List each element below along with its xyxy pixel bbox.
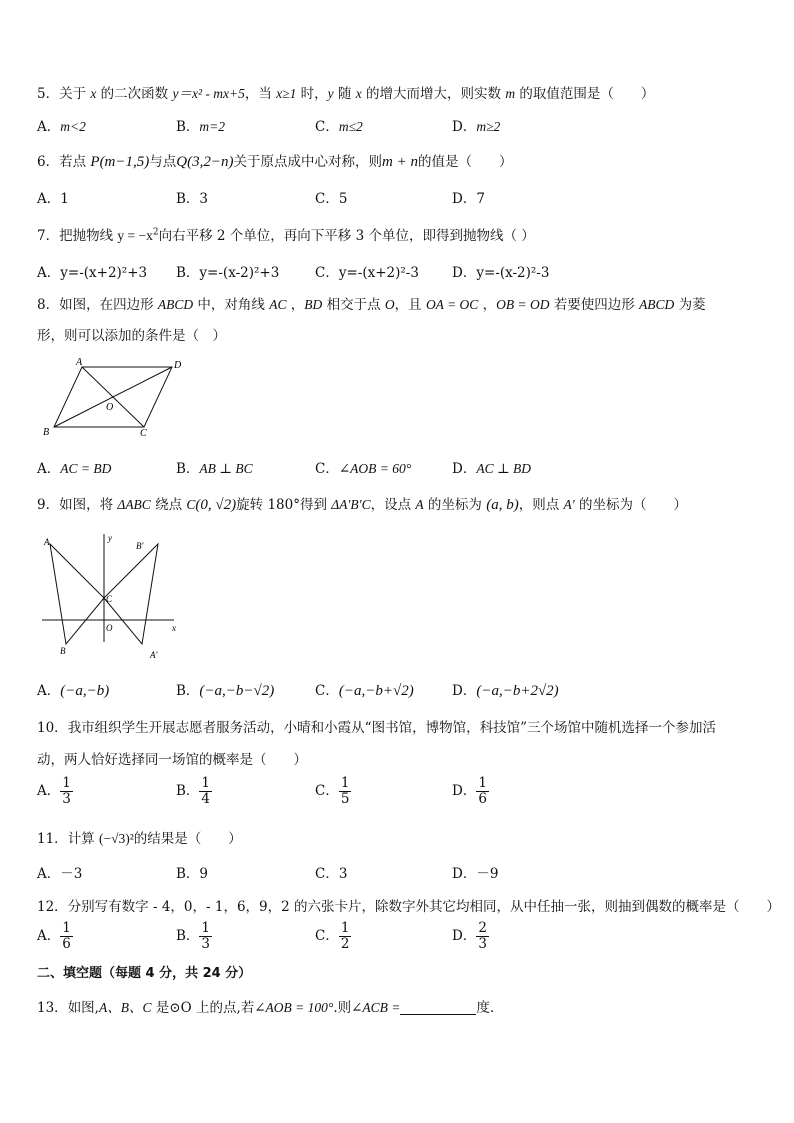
option-label: B． bbox=[176, 119, 200, 135]
text: 计算 bbox=[67, 831, 99, 847]
label-b-prime: B′ bbox=[136, 541, 144, 551]
text: ， bbox=[478, 297, 497, 313]
option-label: B． bbox=[176, 265, 200, 281]
text: .则 bbox=[333, 1000, 352, 1016]
question-9 bbox=[37, 493, 687, 514]
option-text: y=-(x-2)²+3 bbox=[199, 265, 280, 281]
option-a bbox=[37, 679, 109, 700]
text: 中，对角线 bbox=[193, 297, 270, 313]
denominator: 3 bbox=[201, 936, 211, 952]
option-text: (−a,−b−√2) bbox=[199, 683, 275, 699]
superscript: 2 bbox=[152, 227, 159, 238]
option-d bbox=[452, 776, 489, 807]
math: (0, √2) bbox=[195, 497, 237, 513]
label-o: O bbox=[106, 402, 114, 413]
option-text: m≤2 bbox=[338, 119, 363, 134]
math: AC bbox=[269, 297, 287, 312]
numerator: 1 bbox=[201, 920, 211, 936]
text: 的坐标为（ ） bbox=[574, 497, 688, 513]
option-b bbox=[176, 679, 274, 700]
option-d bbox=[452, 921, 489, 952]
option-text: 3 bbox=[338, 866, 348, 882]
fraction bbox=[60, 776, 73, 807]
section-title: 二、填空题（每题 4 分，共 24 分） bbox=[37, 966, 252, 981]
math: ABCD bbox=[639, 297, 675, 312]
math: (−√3)² bbox=[98, 831, 134, 846]
option-label: D． bbox=[452, 191, 477, 207]
denominator: 2 bbox=[340, 936, 350, 952]
fraction bbox=[339, 921, 352, 952]
numerator: 1 bbox=[201, 775, 211, 791]
triangle-abc bbox=[50, 544, 104, 644]
text: ，则点 bbox=[518, 497, 564, 513]
question-5 bbox=[37, 82, 654, 102]
question-12 bbox=[37, 895, 780, 915]
option-b bbox=[176, 187, 208, 207]
label-a: A bbox=[76, 357, 83, 368]
text: 关于原点成中心对称，则 bbox=[233, 154, 382, 170]
option-label: A． bbox=[37, 783, 61, 799]
option-label: C． bbox=[315, 265, 339, 281]
question-number: 12． bbox=[37, 899, 68, 915]
label-d: D bbox=[174, 360, 182, 371]
math: P bbox=[90, 154, 100, 170]
option-label: C． bbox=[315, 191, 339, 207]
math: A′ bbox=[563, 497, 575, 512]
math: BD bbox=[304, 297, 323, 312]
option-c bbox=[315, 187, 347, 207]
text: ，当 bbox=[244, 86, 277, 102]
math: m + n bbox=[381, 154, 418, 170]
numerator: 1 bbox=[62, 920, 71, 936]
answer-blank[interactable] bbox=[400, 1000, 476, 1015]
option-text: AC ⊥ BD bbox=[476, 461, 532, 476]
question-8-line-2: 形，则可以添加的条件是（ ） bbox=[37, 328, 226, 344]
math: x bbox=[90, 86, 97, 101]
text: 的增大而增大，则实数 bbox=[361, 86, 506, 102]
math: (a, b) bbox=[486, 497, 519, 513]
math: m bbox=[505, 86, 516, 101]
option-text: m=2 bbox=[199, 119, 226, 134]
denominator: 5 bbox=[340, 791, 350, 807]
option-a bbox=[37, 187, 69, 207]
figure-parallelogram bbox=[38, 355, 188, 439]
text: 的坐标为 bbox=[423, 497, 487, 513]
math: y = −x bbox=[117, 228, 153, 243]
question-number: 6． bbox=[37, 154, 60, 170]
question-number: 9． bbox=[37, 497, 60, 513]
option-d bbox=[452, 115, 500, 135]
option-c bbox=[315, 921, 351, 952]
option-label: C． bbox=[315, 461, 339, 477]
label-c: C bbox=[106, 594, 113, 604]
text: 与点 bbox=[149, 154, 177, 170]
question-number: 7． bbox=[37, 228, 60, 244]
text: 相交于点 bbox=[322, 297, 385, 313]
text: 我市组织学生开展志愿者服务活动，小晴和小霞从“图书馆，博物馆，科技馆”三个场馆中随机选择一个参加活 bbox=[67, 720, 716, 736]
label-c: C bbox=[140, 428, 147, 439]
option-a bbox=[37, 776, 73, 807]
option-label: B． bbox=[176, 683, 200, 699]
diagonal-bd bbox=[54, 367, 172, 427]
text: 的结果是（ ） bbox=[133, 831, 242, 847]
option-text: AB ⊥ BC bbox=[199, 461, 253, 476]
text: ，且 bbox=[394, 297, 426, 313]
text: 随 bbox=[333, 86, 356, 102]
fraction bbox=[60, 921, 73, 952]
option-label: A． bbox=[37, 461, 61, 477]
option-label: B． bbox=[176, 928, 200, 944]
option-label: C． bbox=[315, 683, 339, 699]
question-10-line-2: 动，两人恰好选择同一场馆的概率是（ ） bbox=[37, 752, 307, 768]
math: x bbox=[355, 86, 362, 101]
text: 为菱 bbox=[674, 297, 706, 313]
question-11 bbox=[37, 827, 242, 847]
label-a-prime: A′ bbox=[150, 650, 158, 660]
option-d bbox=[452, 187, 485, 207]
label-b: B bbox=[43, 427, 50, 438]
option-c bbox=[315, 679, 414, 700]
text: 绕点 bbox=[150, 497, 187, 513]
option-label: B． bbox=[176, 461, 200, 477]
option-text: (−a,−b+2√2) bbox=[476, 683, 559, 699]
text: 如图，将 bbox=[59, 497, 118, 513]
option-label: C． bbox=[315, 928, 339, 944]
text: ，设点 bbox=[370, 497, 416, 513]
math: OA = OC bbox=[425, 297, 479, 312]
math: ΔABC bbox=[117, 497, 151, 512]
text: 若要使四边形 bbox=[549, 297, 640, 313]
option-text: y=-(x+2)²-3 bbox=[338, 265, 419, 281]
question-number: 10． bbox=[37, 720, 68, 736]
label-x: x bbox=[172, 623, 176, 633]
option-c bbox=[315, 261, 419, 281]
text: 旋转 180°得到 bbox=[236, 497, 332, 513]
option-text: (−a,−b) bbox=[60, 683, 110, 699]
denominator: 4 bbox=[201, 791, 211, 807]
fraction bbox=[199, 921, 212, 952]
option-label: D． bbox=[452, 683, 477, 699]
text: 若点 bbox=[59, 154, 91, 170]
option-d bbox=[452, 261, 549, 281]
option-label: A． bbox=[37, 191, 61, 207]
option-c bbox=[315, 862, 347, 882]
numerator: 1 bbox=[340, 775, 350, 791]
option-text: 5 bbox=[338, 191, 348, 207]
text: 分别写有数字 - 4，0，- 1，6，9，2 的六张卡片，除数字外其它均相同，从中任抽一张，则抽到偶数的概率是（ ） bbox=[67, 899, 781, 915]
math: y＝x² - mx+5 bbox=[172, 86, 245, 101]
math: ∠AOB = 100° bbox=[254, 1000, 334, 1015]
math: ΔA′B′C bbox=[331, 497, 371, 512]
option-b bbox=[176, 862, 208, 882]
math: Q bbox=[176, 154, 188, 170]
denominator: 6 bbox=[62, 936, 71, 952]
option-text: 3 bbox=[199, 191, 209, 207]
option-text: 1 bbox=[60, 191, 69, 207]
math: O bbox=[384, 297, 395, 312]
option-text: 7 bbox=[476, 191, 485, 207]
option-text: 9 bbox=[199, 866, 209, 882]
math: y bbox=[327, 86, 334, 101]
option-label: B． bbox=[176, 783, 200, 799]
option-text: y=-(x+2)²+3 bbox=[60, 265, 148, 281]
option-label: D． bbox=[452, 119, 477, 135]
math: (m−1,5) bbox=[99, 154, 150, 170]
option-a bbox=[37, 261, 147, 281]
math: OB = OD bbox=[496, 297, 550, 312]
option-d bbox=[452, 862, 498, 882]
numerator: 1 bbox=[478, 775, 487, 791]
numerator: 1 bbox=[340, 920, 350, 936]
option-a bbox=[37, 862, 82, 882]
question-7 bbox=[37, 224, 535, 244]
option-label: D． bbox=[452, 928, 477, 944]
text: 是⊙O 上的点,若 bbox=[151, 1000, 255, 1016]
text: 的取值范围是（ ） bbox=[515, 86, 655, 102]
option-text: m<2 bbox=[60, 119, 86, 134]
label-a: A bbox=[44, 537, 50, 547]
option-label: A． bbox=[37, 265, 61, 281]
option-label: A． bbox=[37, 928, 61, 944]
option-c bbox=[315, 115, 363, 135]
option-label: D． bbox=[452, 461, 477, 477]
option-text: y=-(x-2)²-3 bbox=[476, 265, 550, 281]
figure-rotation bbox=[38, 530, 188, 664]
option-b bbox=[176, 457, 253, 477]
option-label: B． bbox=[176, 866, 200, 882]
numerator: 2 bbox=[478, 920, 487, 936]
option-label: D． bbox=[452, 866, 477, 882]
option-b bbox=[176, 115, 225, 135]
option-b bbox=[176, 261, 279, 281]
fraction bbox=[476, 776, 489, 807]
text: 如图，在四边形 bbox=[59, 297, 158, 313]
option-label: A． bbox=[37, 683, 61, 699]
option-d bbox=[452, 457, 531, 477]
text: 时， bbox=[296, 86, 328, 102]
option-label: D． bbox=[452, 265, 477, 281]
text: 度. bbox=[476, 1000, 495, 1016]
option-c bbox=[315, 457, 411, 477]
option-label: C． bbox=[315, 119, 339, 135]
denominator: 6 bbox=[478, 791, 487, 807]
text: 如图, bbox=[67, 1000, 99, 1016]
numerator: 1 bbox=[62, 775, 71, 791]
option-d bbox=[452, 679, 559, 700]
denominator: 3 bbox=[478, 936, 487, 952]
label-b: B bbox=[60, 646, 66, 656]
text: 的值是（ ） bbox=[417, 154, 513, 170]
option-label: A． bbox=[37, 866, 61, 882]
fraction bbox=[339, 776, 352, 807]
option-text: －3 bbox=[60, 866, 83, 882]
text: 向右平移 2 个单位，再向下平移 3 个单位，即得到抛物线（ ） bbox=[158, 228, 535, 244]
question-10 bbox=[37, 716, 716, 736]
option-text: m≥2 bbox=[476, 119, 501, 134]
math: A、B、C bbox=[98, 1000, 152, 1015]
text: 的二次函数 bbox=[96, 86, 173, 102]
label-o: O bbox=[106, 623, 113, 633]
question-8 bbox=[37, 293, 706, 313]
fraction bbox=[199, 776, 212, 807]
text: 关于 bbox=[59, 86, 91, 102]
option-text: －9 bbox=[476, 866, 499, 882]
option-a bbox=[37, 457, 111, 477]
label-y: y bbox=[108, 533, 112, 543]
math: (3,2−n) bbox=[187, 154, 234, 170]
math: C bbox=[186, 497, 196, 512]
math: ∠ACB = bbox=[351, 1000, 401, 1015]
option-a bbox=[37, 921, 73, 952]
math: x≥1 bbox=[276, 86, 297, 101]
option-label: C． bbox=[315, 783, 339, 799]
option-label: A． bbox=[37, 119, 61, 135]
question-number: 8． bbox=[37, 297, 60, 313]
math: ABCD bbox=[157, 297, 194, 312]
question-number: 13． bbox=[37, 1000, 68, 1016]
question-6 bbox=[37, 150, 512, 171]
fraction bbox=[476, 921, 489, 952]
question-number: 11． bbox=[37, 831, 68, 847]
question-number: 5． bbox=[37, 86, 60, 102]
option-label: B． bbox=[176, 191, 200, 207]
option-text: ∠AOB = 60° bbox=[338, 461, 412, 476]
option-b bbox=[176, 776, 212, 807]
option-text: AC = BD bbox=[60, 461, 112, 476]
denominator: 3 bbox=[62, 791, 71, 807]
option-label: C． bbox=[315, 866, 339, 882]
text: ， bbox=[286, 297, 305, 313]
math: A bbox=[415, 497, 424, 512]
option-text: (−a,−b+√2) bbox=[338, 683, 414, 699]
option-label: D． bbox=[452, 783, 477, 799]
option-a bbox=[37, 115, 86, 135]
question-13 bbox=[37, 996, 494, 1016]
text: 把抛物线 bbox=[59, 228, 118, 244]
option-c bbox=[315, 776, 351, 807]
option-b bbox=[176, 921, 212, 952]
